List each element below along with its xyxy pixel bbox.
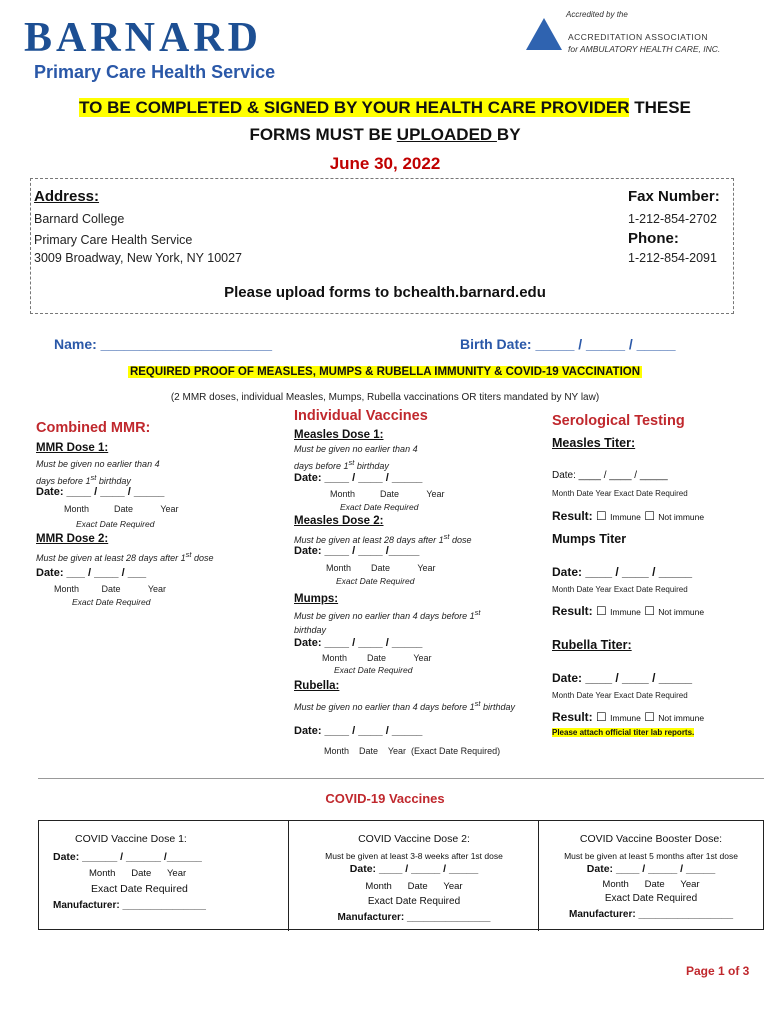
covid-dose2-manufacturer[interactable]: Manufacturer: _______________ <box>337 912 491 923</box>
rubella-titer-caption: Month Date Year Exact Date Required <box>552 691 688 700</box>
covid-heading: COVID-19 Vaccines <box>325 791 445 806</box>
address-label: Address: <box>34 188 100 205</box>
mmr-dose1-label: MMR Dose 1: <box>36 442 109 454</box>
covid-dose1-manufacturer[interactable]: Manufacturer: _______________ <box>53 900 206 911</box>
rubella-titer-label: Rubella Titer: <box>552 638 632 652</box>
accreditation-line1: Accredited by the <box>566 10 628 19</box>
not-immune-checkbox[interactable]: ☐ <box>644 604 655 618</box>
phone-number: 1-212-854-2091 <box>628 251 717 265</box>
rubella-titer-date[interactable]: Date: ____ / ____ / _____ <box>552 671 693 685</box>
address-line3: 3009 Broadway, New York, NY 10027 <box>34 251 243 265</box>
title-line2-underlined: UPLOADED <box>396 125 497 144</box>
measles1-exact: Exact Date Required <box>340 502 419 512</box>
service-subtitle: Primary Care Health Service <box>34 62 276 82</box>
immune-checkbox[interactable]: ☐ <box>596 604 607 618</box>
measles-titer-caption: Month Date Year Exact Date Required <box>552 489 688 498</box>
requirement-heading-text: REQUIRED PROOF OF MEASLES, MUMPS & RUBELLA IMMUNITY & COVID-19 VACCINATION <box>129 366 641 378</box>
measles-titer-result: Result: ☐ Immune ☐ Not immune <box>552 509 705 523</box>
measles-titer-date[interactable]: Date: ____ / ____ / _____ <box>552 470 668 481</box>
measles2-note: Must be given at least 28 days after 1st dose <box>294 532 472 545</box>
fax-label: Fax Number: <box>628 188 720 205</box>
title-line2 <box>0 125 770 145</box>
measles-titer-label: Measles Titer: <box>552 436 636 450</box>
individual-vaccines-heading: Individual Vaccines <box>294 408 428 424</box>
upload-note: Please upload forms to bchealth.barnard.edu <box>224 284 546 301</box>
title-line2-b: BY <box>496 125 521 144</box>
title-highlight: TO BE COMPLETED & SIGNED BY YOUR HEALTH CARE PROVIDER <box>79 98 630 117</box>
attach-note: Please attach official titer lab reports. <box>552 728 695 737</box>
requirement-heading <box>0 366 770 378</box>
mumps-caption: Month Date Year <box>322 653 432 663</box>
covid-dose2-exact: Exact Date Required <box>367 896 461 907</box>
covid-booster-caption: Month Date Year <box>602 879 700 890</box>
rubella-note: Must be given no earlier than 4 days before 1st birthday <box>294 699 515 712</box>
measles1-label: Measles Dose 1: <box>294 429 384 441</box>
covid-booster-date[interactable]: Date: ____ / _____ / _____ <box>586 863 716 875</box>
mumps-label: Mumps: <box>294 593 339 605</box>
mmr-dose2-label: MMR Dose 2: <box>36 533 109 545</box>
title-line1-rest: THESE <box>629 98 691 117</box>
covid-booster-exact: Exact Date Required <box>604 893 698 904</box>
mmr-dose2-date[interactable]: Date: ___ / ____ / ___ <box>36 567 147 579</box>
not-immune-checkbox[interactable]: ☐ <box>644 710 655 724</box>
name-field[interactable]: Name: ______________________ <box>54 336 272 352</box>
mmr-dose2-note: Must be given at least 28 days after 1st dose <box>36 550 214 563</box>
mumps-titer-result: Result: ☐ Immune ☐ Not immune <box>552 604 705 618</box>
accreditation-line3: for AMBULATORY HEALTH CARE, INC. <box>568 44 721 54</box>
mumps-note: Must be given no earlier than 4 days before 1st birthday <box>294 608 481 635</box>
accreditation-line2: ACCREDITATION ASSOCIATION <box>568 32 709 42</box>
covid-dose1-cell <box>39 821 289 931</box>
not-immune-checkbox[interactable]: ☐ <box>644 509 655 523</box>
accreditation-logo <box>526 10 746 58</box>
title-line1 <box>0 98 770 118</box>
rubella-label: Rubella: <box>294 680 340 692</box>
mumps-titer-date[interactable]: Date: ____ / ____ / _____ <box>552 565 693 579</box>
fax-number: 1-212-854-2702 <box>628 212 717 226</box>
mumps-exact: Exact Date Required <box>334 665 413 675</box>
measles2-date[interactable]: Date: ____ / ____ /_____ <box>294 545 420 557</box>
rubella-date[interactable]: Date: ____ / ____ / _____ <box>294 725 423 737</box>
covid-dose2-label: COVID Vaccine Dose 2: <box>358 833 470 845</box>
covid-booster-note: Must be given at least 5 months after 1st dose <box>564 851 738 861</box>
measles1-caption: Month Date Year <box>330 489 445 499</box>
covid-dose2-note: Must be given at least 3-8 weeks after 1st dose <box>325 851 503 861</box>
covid-dose1-exact: Exact Date Required <box>91 883 188 895</box>
requirement-subheading: (2 MMR doses, individual Measles, Mumps, Rubella vaccinations OR titers mandated by NY law) <box>170 392 600 403</box>
mmr-dose2-exact: Exact Date Required <box>72 597 151 607</box>
measles1-note: Must be given no earlier than 4 days before 1st birthday <box>294 444 418 471</box>
triangle-logo-icon <box>526 18 562 50</box>
rubella-caption: Month Date Year (Exact Date Required) <box>324 746 501 756</box>
phone-label: Phone: <box>628 230 679 247</box>
mumps-titer-caption: Month Date Year Exact Date Required <box>552 585 688 594</box>
serology-heading: Serological Testing <box>552 413 685 429</box>
covid-booster-label: COVID Vaccine Booster Dose: <box>579 833 723 845</box>
immune-checkbox[interactable]: ☐ <box>596 710 607 724</box>
covid-dose1-label: COVID Vaccine Dose 1: <box>75 833 187 845</box>
covid-dose2-date[interactable]: Date: ____ / _____ / _____ <box>349 863 479 875</box>
covid-booster-cell <box>539 821 763 931</box>
covid-booster-manufacturer[interactable]: Manufacturer: _________________ <box>569 909 733 920</box>
birth-date-field[interactable]: Birth Date: _____ / _____ / _____ <box>460 336 676 352</box>
measles2-exact: Exact Date Required <box>336 576 415 586</box>
mmr-dose1-date[interactable]: Date: ____ / ____ / _____ <box>36 486 165 498</box>
divider <box>38 778 764 779</box>
address-line1: Barnard College <box>34 212 125 226</box>
measles2-caption: Month Date Year <box>326 563 436 573</box>
covid-dose1-date[interactable]: Date: ______ / ______ /______ <box>53 851 202 863</box>
address-line2: Primary Care Health Service <box>34 233 193 247</box>
mumps-date[interactable]: Date: ____ / ____ / _____ <box>294 637 423 649</box>
covid-table <box>38 820 764 930</box>
immune-checkbox[interactable]: ☐ <box>596 509 607 523</box>
rubella-titer-result: Result: ☐ Immune ☐ Not immune <box>552 710 705 724</box>
measles1-date[interactable]: Date: ____ / ____ / _____ <box>294 472 423 484</box>
deadline: June 30, 2022 <box>329 154 441 173</box>
mmr-dose1-note: Must be given no earlier than 4 days before 1st birthday <box>36 459 160 486</box>
covid-dose2-caption: Month Date Year <box>365 881 463 892</box>
title-line2-a: FORMS MUST BE <box>249 125 397 144</box>
mumps-titer-label: Mumps Titer <box>552 532 627 546</box>
mmr-dose1-exact: Exact Date Required <box>76 519 155 529</box>
covid-dose1-caption: Month Date Year <box>89 868 187 879</box>
mmr-dose2-caption: Month Date Year <box>54 584 167 594</box>
combined-mmr-heading: Combined MMR: <box>36 420 151 436</box>
page-number: Page 1 of 3 <box>686 964 750 978</box>
covid-dose2-cell <box>289 821 539 931</box>
measles2-label: Measles Dose 2: <box>294 515 384 527</box>
mmr-dose1-caption: Month Date Year <box>64 504 179 514</box>
barnard-logo: BARNARD <box>24 15 262 61</box>
